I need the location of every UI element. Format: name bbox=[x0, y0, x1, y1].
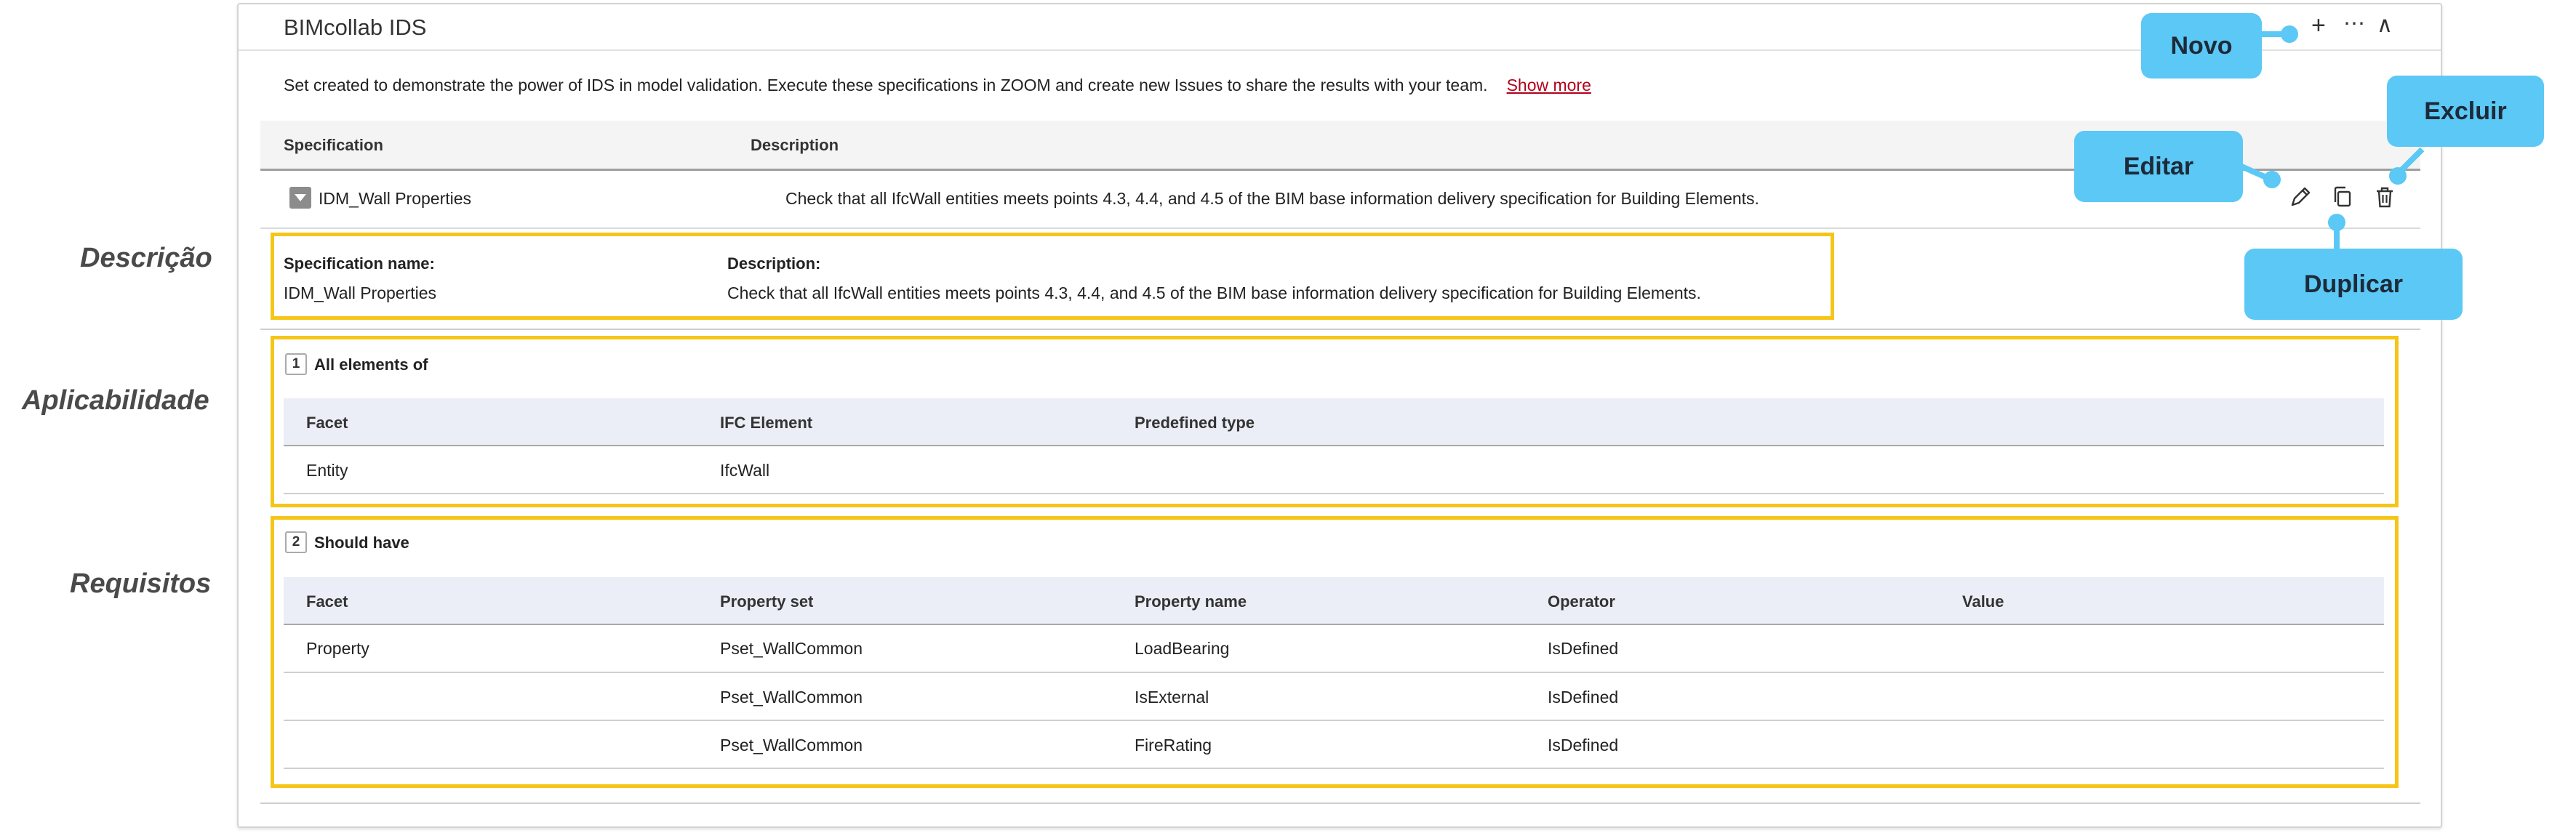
requirements-title: Should have bbox=[314, 534, 409, 552]
more-options-icon[interactable]: ⋯ bbox=[2343, 12, 2365, 36]
callout-editar: Editar bbox=[2074, 131, 2243, 202]
applicability-title: All elements of bbox=[314, 355, 428, 374]
panel-bottom-divider bbox=[260, 802, 2420, 804]
requirements-cell-property-name: IsExternal bbox=[1135, 688, 1209, 707]
divider bbox=[260, 329, 2420, 330]
row-divider bbox=[284, 672, 2384, 673]
add-icon[interactable]: + bbox=[2311, 12, 2326, 39]
column-header-specification[interactable]: Specification bbox=[284, 136, 383, 154]
requirements-cell-operator: IsDefined bbox=[1548, 639, 1619, 658]
callout-novo: Novo bbox=[2141, 13, 2262, 79]
requirements-cell-property-name: LoadBearing bbox=[1135, 639, 1230, 658]
spec-name-value: IDM_Wall Properties bbox=[284, 283, 437, 302]
requirements-cell-property-set: Pset_WallCommon bbox=[720, 736, 863, 754]
requirements-header-value: Value bbox=[1962, 592, 2004, 611]
requirements-cell-operator: IsDefined bbox=[1548, 736, 1619, 754]
applicability-header-ifc-element: IFC Element bbox=[720, 414, 813, 432]
requirements-header-property-set: Property set bbox=[720, 592, 814, 611]
requirements-cell-property-set: Pset_WallCommon bbox=[720, 639, 863, 658]
description-highlight bbox=[271, 233, 1834, 320]
applicability-header-facet: Facet bbox=[306, 414, 348, 432]
requirements-header-property-name: Property name bbox=[1135, 592, 1247, 611]
annotation-descricao: Descrição bbox=[80, 243, 212, 273]
applicability-header-predefined-type: Predefined type bbox=[1135, 414, 1255, 432]
collapse-icon[interactable]: ∧ bbox=[2377, 13, 2393, 37]
applicability-number: 1 bbox=[285, 353, 307, 375]
expand-toggle-icon[interactable] bbox=[289, 187, 311, 209]
requirements-header-facet: Facet bbox=[306, 592, 348, 611]
header-divider bbox=[239, 49, 2441, 51]
spec-row-description: Check that all IfcWall entities meets points 4.3, 4.4, and 4.5 of the BIM base information delivery specification for Building Elements. bbox=[785, 189, 1759, 208]
applicability-table-header bbox=[284, 398, 2384, 446]
row-divider bbox=[284, 768, 2384, 769]
callout-duplicar-pointer bbox=[2328, 214, 2345, 231]
spec-name-label: Specification name: bbox=[284, 254, 435, 273]
callout-editar-pointer bbox=[2263, 171, 2281, 188]
callout-duplicar: Duplicar bbox=[2244, 249, 2463, 320]
annotation-aplicabilidade: Aplicabilidade bbox=[22, 385, 209, 416]
row-divider bbox=[284, 720, 2384, 721]
show-more-link[interactable]: Show more bbox=[1506, 76, 1591, 94]
annotation-requisitos: Requisitos bbox=[70, 568, 212, 599]
requirements-cell-operator: IsDefined bbox=[1548, 688, 1619, 707]
requirements-cell-property-name: FireRating bbox=[1135, 736, 1212, 754]
set-description-text: Set created to demonstrate the power of IDS in model validation. Execute these specifications in ZOOM and create new Issues to share the results with your team. bbox=[284, 76, 1488, 94]
applicability-cell-ifc-element: IfcWall bbox=[720, 461, 770, 480]
spec-row-name: IDM_Wall Properties bbox=[319, 189, 472, 208]
duplicate-icon[interactable] bbox=[2330, 185, 2355, 209]
edit-pencil-icon[interactable] bbox=[2288, 185, 2313, 209]
requirements-number: 2 bbox=[285, 531, 307, 553]
spec-description-label: Description: bbox=[727, 254, 821, 273]
spec-description-value: Check that all IfcWall entities meets points 4.3, 4.4, and 4.5 of the BIM base information delivery specification for Building Elements. bbox=[727, 283, 1701, 302]
requirements-cell-property-set: Pset_WallCommon bbox=[720, 688, 863, 707]
requirements-highlight bbox=[271, 516, 2399, 788]
requirements-header-operator: Operator bbox=[1548, 592, 1615, 611]
column-header-description[interactable]: Description bbox=[751, 136, 839, 154]
set-description bbox=[284, 76, 1591, 95]
row-divider bbox=[284, 493, 2384, 494]
panel-title: BIMcollab IDS bbox=[284, 15, 427, 40]
requirements-cell-facet: Property bbox=[306, 639, 369, 658]
applicability-cell-facet: Entity bbox=[306, 461, 348, 480]
requirements-table-header bbox=[284, 577, 2384, 625]
callout-excluir: Excluir bbox=[2387, 76, 2544, 147]
delete-trash-icon[interactable] bbox=[2372, 185, 2397, 209]
callout-excluir-pointer bbox=[2389, 167, 2407, 185]
callout-novo-pointer bbox=[2281, 25, 2298, 43]
